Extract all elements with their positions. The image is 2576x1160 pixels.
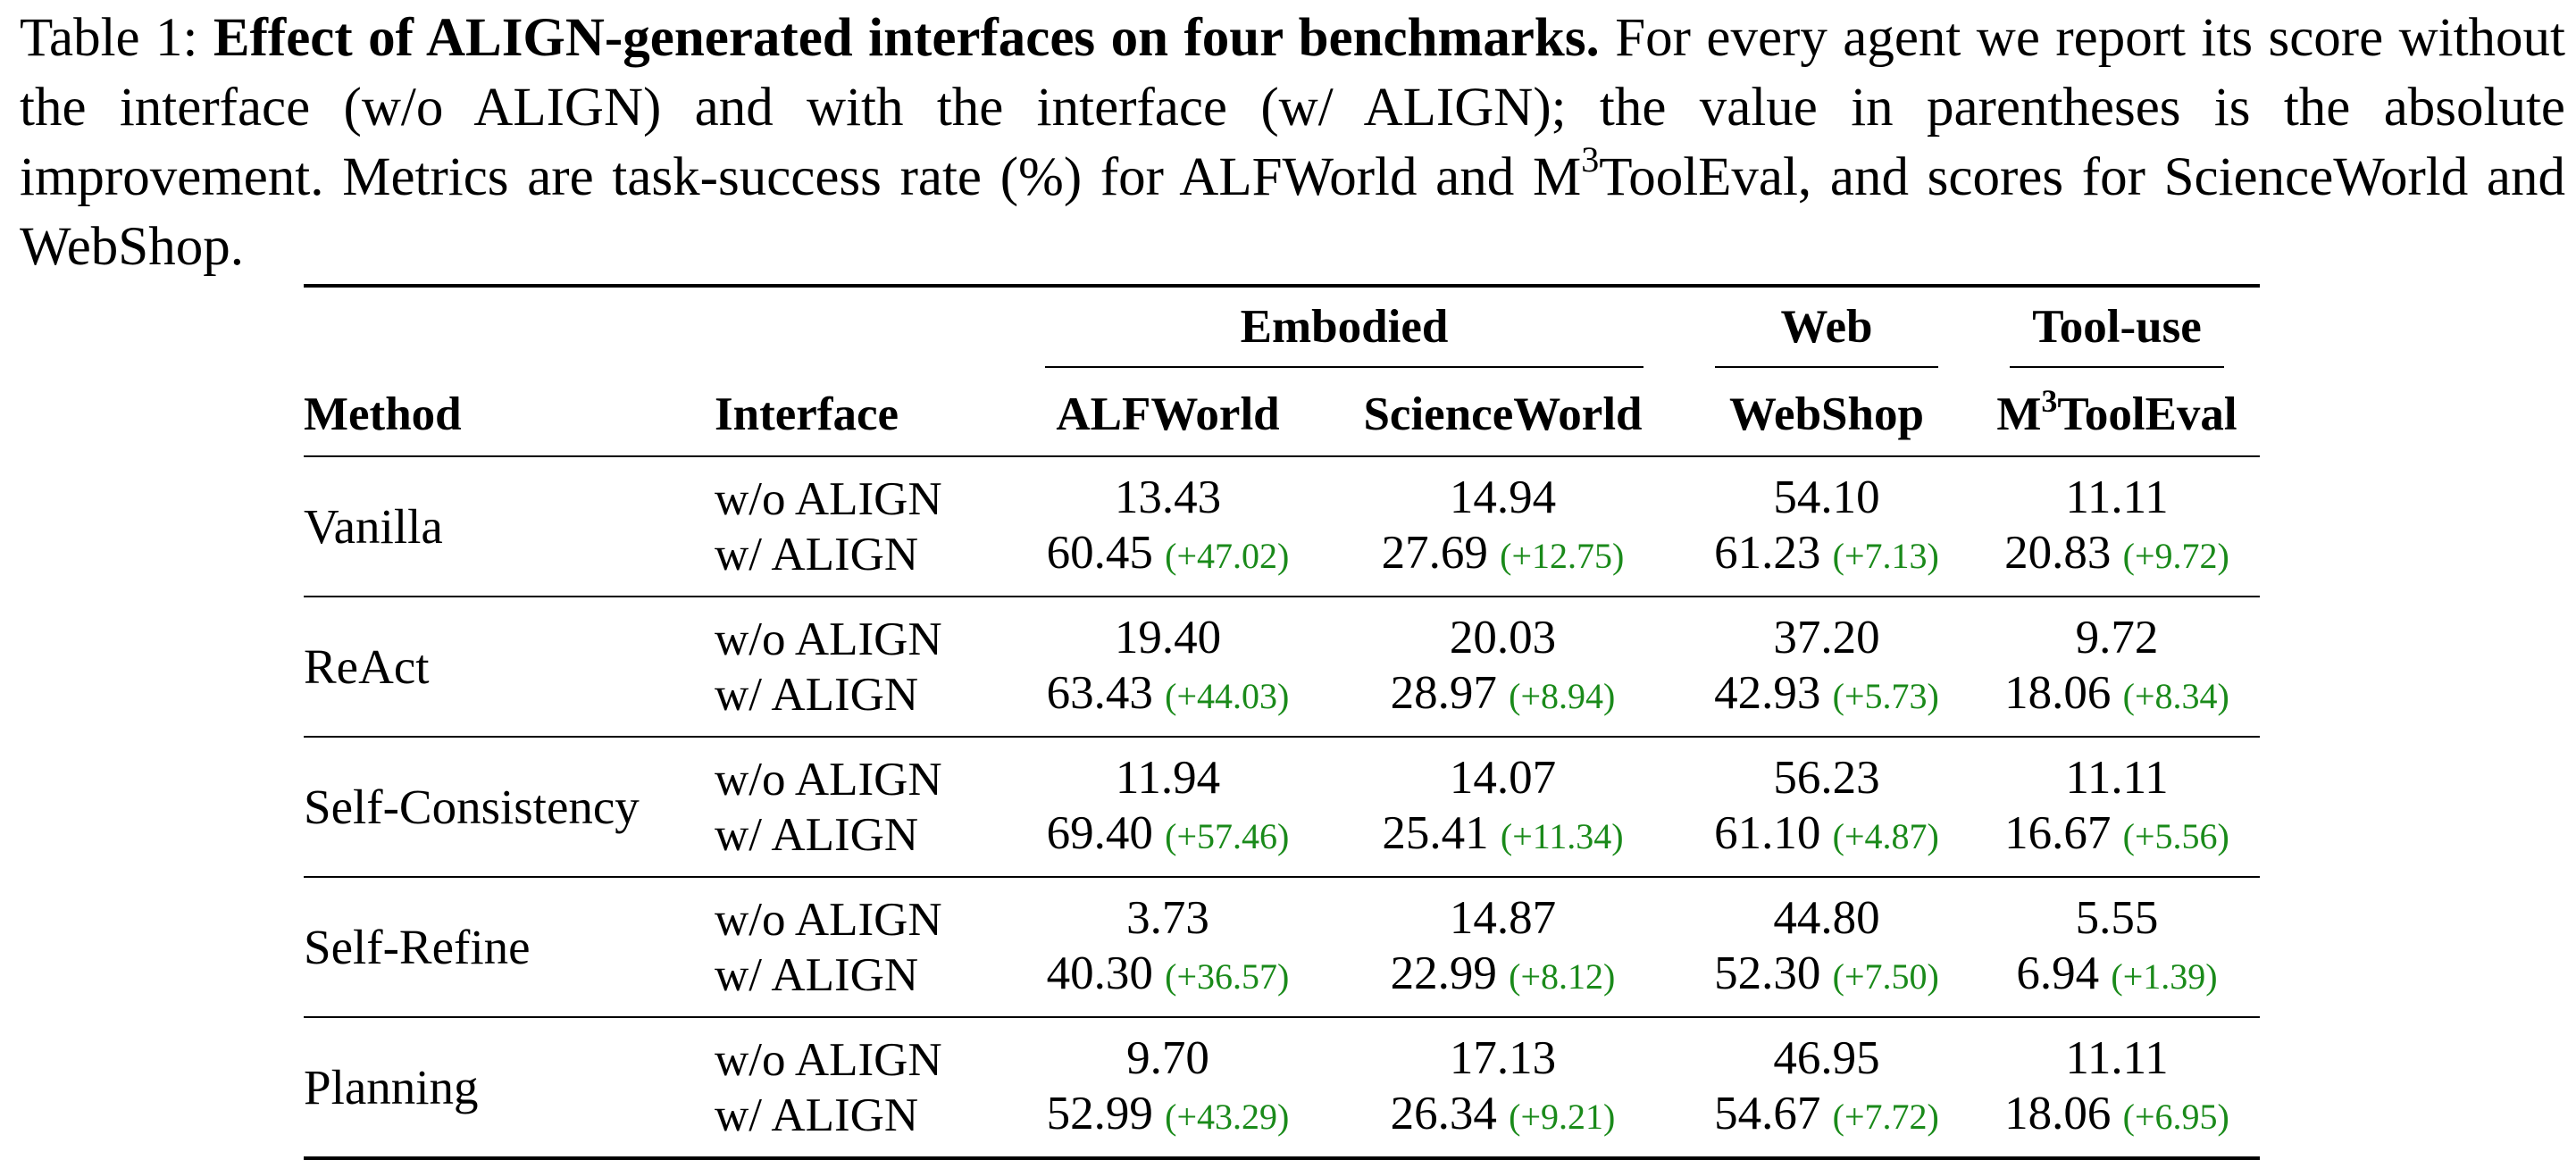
score-without-align: 5.55	[2075, 891, 2159, 944]
header-interface: Interface	[715, 388, 899, 440]
cell-webshop	[1679, 456, 1974, 597]
cell-alfworld	[1009, 737, 1326, 877]
cell-alfworld	[1009, 1017, 1326, 1158]
interface-without-label: w/o ALIGN	[715, 613, 942, 665]
column-header-row	[304, 373, 2260, 456]
cell-webshop	[1679, 737, 1974, 877]
table-row	[304, 737, 2260, 877]
score-with-align	[1009, 1086, 1326, 1145]
improvement-delta: (+8.34)	[2122, 675, 2229, 716]
improvement-delta: (+5.73)	[1832, 675, 1939, 716]
score-without-align: 44.80	[1773, 891, 1880, 944]
caption-title: Effect of ALIGN-generated interfaces on four benchmarks.	[213, 8, 1600, 68]
score-without-align: 37.20	[1773, 611, 1880, 663]
score-without-align: 9.70	[1126, 1031, 1209, 1084]
improvement-delta: (+12.75)	[1500, 535, 1625, 576]
score-with-align-value: 61.10	[1714, 806, 1821, 859]
score-without-align: 3.73	[1126, 891, 1209, 944]
table-row	[304, 597, 2260, 737]
interface-labels	[715, 877, 1009, 1017]
method-name: Planning	[304, 1060, 479, 1114]
score-with-align-value: 18.06	[2004, 666, 2112, 719]
score-without-align: 17.13	[1449, 1031, 1557, 1084]
interface-with-label: w/ ALIGN	[715, 528, 919, 580]
interface-without-label: w/o ALIGN	[715, 1033, 942, 1086]
cell-webshop	[1679, 1017, 1974, 1158]
cell-scienceworld	[1326, 456, 1679, 597]
score-with-align-value: 63.43	[1046, 666, 1153, 719]
interface-without-label: w/o ALIGN	[715, 472, 942, 525]
score-with-align-value: 26.34	[1390, 1087, 1497, 1139]
cell-alfworld	[1009, 597, 1326, 737]
improvement-delta: (+8.12)	[1509, 956, 1616, 997]
score-with-align	[1679, 1086, 1974, 1145]
interface-without-label: w/o ALIGN	[715, 753, 942, 805]
score-with-align	[1974, 946, 2260, 1005]
score-without-align: 20.03	[1449, 611, 1557, 663]
score-with-align-value: 52.99	[1046, 1087, 1153, 1139]
interface-labels	[715, 737, 1009, 877]
score-with-align	[1009, 946, 1326, 1005]
cell-scienceworld	[1326, 737, 1679, 877]
improvement-delta: (+57.46)	[1165, 815, 1290, 856]
method-name: Self-Consistency	[304, 780, 640, 834]
score-with-align-value: 20.83	[2004, 526, 2112, 579]
header-m3tooleval: $M^3ToolEval$	[1996, 383, 2237, 440]
score-without-align: 11.11	[2065, 751, 2169, 804]
improvement-delta: (+11.34)	[1500, 815, 1624, 856]
interface-labels	[715, 1017, 1009, 1158]
improvement-delta: (+44.03)	[1165, 675, 1290, 716]
group-header-row	[304, 286, 2260, 373]
improvement-delta: (+6.95)	[2122, 1096, 2229, 1137]
table-caption	[20, 4, 2565, 282]
interface-labels	[715, 456, 1009, 597]
header-webshop: WebShop	[1728, 388, 1924, 440]
cell-scienceworld	[1326, 597, 1679, 737]
cell-m3tooleval	[1974, 456, 2260, 597]
cell-webshop	[1679, 877, 1974, 1017]
score-with-align-value: 18.06	[2004, 1087, 2112, 1139]
score-without-align: 11.11	[2065, 1031, 2169, 1084]
cell-alfworld	[1009, 877, 1326, 1017]
cell-m3tooleval	[1974, 1017, 2260, 1158]
improvement-delta: (+7.50)	[1832, 956, 1939, 997]
score-with-align-value: 61.23	[1714, 526, 1821, 579]
score-with-align	[1679, 805, 1974, 864]
cell-scienceworld	[1326, 1017, 1679, 1158]
cell-scienceworld	[1326, 877, 1679, 1017]
caption-prefix: Table 1:	[20, 8, 213, 68]
table-row	[304, 456, 2260, 597]
method-name: Vanilla	[304, 499, 443, 554]
score-with-align	[1326, 805, 1679, 864]
caption-text-1: For every agent we report its score without the interface (w/o ALIGN) and with the interface (w/ ALIGN); the value in parentheses is the absolute improvement. Metrics are task-success rate (%) for ALFWorld and M	[20, 8, 2565, 207]
interface-labels	[715, 597, 1009, 737]
cell-webshop	[1679, 597, 1974, 737]
group-web: Web	[1679, 286, 1974, 373]
cell-alfworld	[1009, 456, 1326, 597]
score-with-align	[1974, 525, 2260, 584]
caption-superscript: 3	[1581, 139, 1600, 179]
score-with-align	[1974, 805, 2260, 864]
cell-m3tooleval	[1974, 737, 2260, 877]
method-name: ReAct	[304, 639, 430, 694]
improvement-delta: (+43.29)	[1165, 1096, 1290, 1137]
score-without-align: 14.07	[1449, 751, 1557, 804]
score-with-align	[1326, 525, 1679, 584]
improvement-delta: (+8.94)	[1509, 675, 1616, 716]
group-tool-use: Tool-use	[1974, 286, 2260, 373]
score-without-align: 19.40	[1114, 611, 1222, 663]
header-scienceworld: ScienceWorld	[1363, 388, 1643, 440]
score-with-align	[1974, 1086, 2260, 1145]
improvement-delta: (+9.72)	[2122, 535, 2229, 576]
interface-with-label: w/ ALIGN	[715, 1089, 919, 1141]
score-without-align: 9.72	[2075, 611, 2159, 663]
score-with-align-value: 16.67	[2004, 806, 2112, 859]
score-with-align	[1679, 946, 1974, 1005]
interface-with-label: w/ ALIGN	[715, 948, 919, 1001]
score-with-align-value: 27.69	[1381, 526, 1488, 579]
score-without-align: 56.23	[1773, 751, 1880, 804]
score-without-align: 11.94	[1115, 751, 1221, 804]
header-method: Method	[304, 388, 462, 440]
method-name: Self-Refine	[304, 920, 531, 974]
score-with-align-value: 54.67	[1714, 1087, 1821, 1139]
improvement-delta: (+5.56)	[2122, 815, 2229, 856]
score-with-align	[1326, 665, 1679, 724]
score-without-align: 11.11	[2065, 471, 2169, 523]
score-without-align: 14.94	[1449, 471, 1557, 523]
score-with-align	[1009, 665, 1326, 724]
caption-text-2: ToolEval, and scores for ScienceWorld and WebShop.	[20, 147, 2566, 277]
score-without-align: 54.10	[1773, 471, 1880, 523]
improvement-delta: (+4.87)	[1832, 815, 1939, 856]
score-with-align	[1009, 805, 1326, 864]
score-without-align: 46.95	[1773, 1031, 1880, 1084]
table-body	[304, 456, 2260, 1158]
results-table-container	[304, 284, 2260, 1160]
improvement-delta: (+36.57)	[1165, 956, 1290, 997]
improvement-delta: (+9.21)	[1509, 1096, 1616, 1137]
score-with-align-value: 6.94	[2016, 947, 2100, 999]
score-with-align-value: 40.30	[1046, 947, 1153, 999]
interface-without-label: w/o ALIGN	[715, 893, 942, 946]
score-with-align	[1326, 1086, 1679, 1145]
table-row	[304, 877, 2260, 1017]
score-with-align-value: 60.45	[1046, 526, 1153, 579]
score-with-align-value: 69.40	[1046, 806, 1153, 859]
header-alfworld: ALFWorld	[1056, 388, 1280, 440]
score-with-align	[1679, 525, 1974, 584]
improvement-delta: (+47.02)	[1165, 535, 1290, 576]
score-with-align-value: 42.93	[1714, 666, 1821, 719]
results-table	[304, 284, 2260, 1160]
score-with-align	[1974, 665, 2260, 724]
interface-with-label: w/ ALIGN	[715, 668, 919, 721]
score-with-align-value: 25.41	[1382, 806, 1489, 859]
cell-m3tooleval	[1974, 597, 2260, 737]
interface-with-label: w/ ALIGN	[715, 808, 919, 861]
group-embodied: Embodied	[1009, 286, 1679, 373]
improvement-delta: (+7.13)	[1832, 535, 1939, 576]
score-with-align	[1326, 946, 1679, 1005]
score-with-align-value: 52.30	[1714, 947, 1821, 999]
score-with-align	[1009, 525, 1326, 584]
score-without-align: 13.43	[1114, 471, 1222, 523]
improvement-delta: (+7.72)	[1832, 1096, 1939, 1137]
score-without-align: 14.87	[1449, 891, 1557, 944]
cell-m3tooleval	[1974, 877, 2260, 1017]
score-with-align	[1679, 665, 1974, 724]
score-with-align-value: 28.97	[1390, 666, 1497, 719]
improvement-delta: (+1.39)	[2111, 956, 2218, 997]
score-with-align-value: 22.99	[1390, 947, 1497, 999]
table-row	[304, 1017, 2260, 1158]
